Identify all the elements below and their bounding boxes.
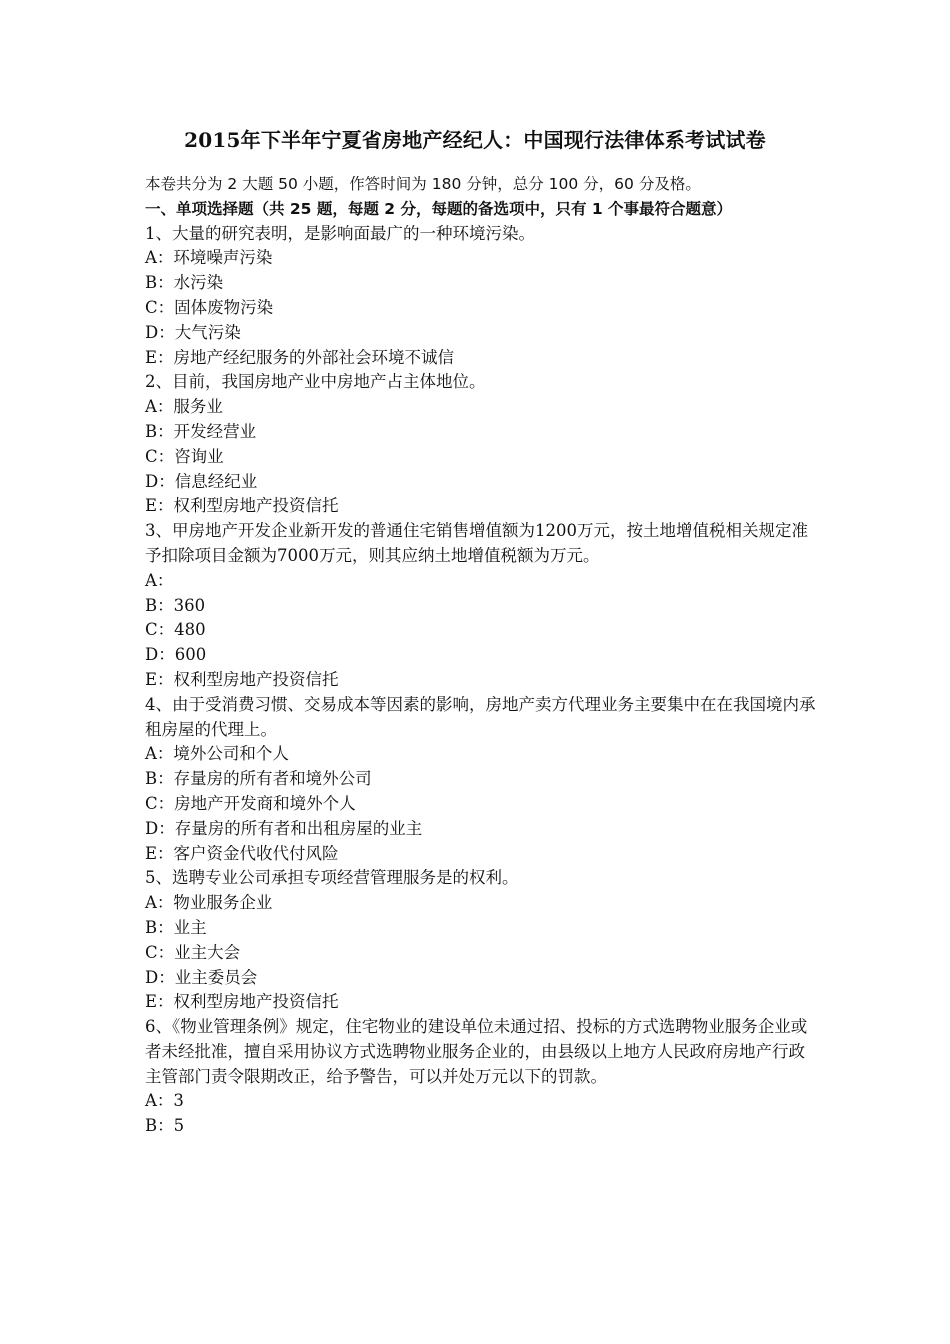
answer-option: D：存量房的所有者和出租房屋的业主: [145, 818, 423, 838]
question-item: [145, 693, 817, 867]
answer-option: B：存量房的所有者和境外公司: [145, 769, 372, 789]
answer-option: C：480: [145, 620, 206, 640]
question-list: [145, 222, 817, 1139]
answer-option: A：环境噪声污染: [145, 248, 273, 268]
answer-option: E：客户资金代收代付风险: [145, 843, 339, 863]
answer-option: A：服务业: [145, 397, 223, 417]
answer-option: E：权利型房地产投资信托: [145, 669, 339, 689]
answer-option: D：信息经纪业: [145, 471, 258, 491]
answer-option: B：水污染: [145, 273, 224, 293]
answer-option: E：权利型房地产投资信托: [145, 496, 339, 516]
answer-option: E：权利型房地产投资信托: [145, 992, 339, 1012]
answer-option: D：业主委员会: [145, 967, 258, 987]
question-stem: 5、选聘专业公司承担专项经营管理服务是的权利。: [145, 868, 519, 888]
question-stem: 4、由于受消费习惯、交易成本等因素的影响，房地产卖方代理业务主要集中在在我国境内承租房屋的代理上。: [145, 694, 816, 739]
document-title: 2015年下半年宁夏省房地产经纪人：中国现行法律体系考试试卷: [184, 128, 766, 152]
section-heading: 一、单项选择题（共 25 题，每题 2 分，每题的备选项中，只有 1 个事最符合题意）: [145, 199, 733, 218]
document-body: [145, 172, 817, 1139]
question-item: [145, 519, 817, 693]
answer-option: C：业主大会: [145, 942, 241, 962]
answer-option: A：物业服务企业: [145, 893, 273, 913]
question-item: [145, 222, 817, 371]
question-stem: 6、《物业管理条例》规定，住宅物业的建设单位未通过招、投标的方式选聘物业服务企业或者未经批准，擅自采用协议方式选聘物业服务企业的，由县级以上地方人民政府房地产行政主管部门责令限期改正，给予警告，可以并处万元以下的罚款。: [145, 1017, 808, 1086]
answer-option: B：360: [145, 595, 206, 615]
answer-option: E：房地产经纪服务的外部社会环境不诚信: [145, 347, 455, 367]
answer-option: C：房地产开发商和境外个人: [145, 793, 356, 813]
answer-option: B：业主: [145, 917, 207, 937]
answer-option: A：3: [145, 1091, 184, 1111]
question-stem: 1、大量的研究表明，是影响面最广的一种环境污染。: [145, 223, 535, 243]
answer-option: C：咨询业: [145, 446, 224, 466]
answer-option: B：开发经营业: [145, 421, 257, 441]
question-item: [145, 866, 817, 1015]
question-item: [145, 1015, 817, 1139]
answer-option: B：5: [145, 1116, 185, 1136]
answer-option: D：大气污染: [145, 322, 241, 342]
exam-intro: 本卷共分为 2 大题 50 小题，作答时间为 180 分钟，总分 100 分，60 分及格。: [145, 175, 701, 193]
question-stem: 2、目前，我国房地产业中房地产占主体地位。: [145, 372, 486, 392]
answer-option: A：: [145, 570, 174, 590]
answer-option: A：境外公司和个人: [145, 744, 289, 764]
answer-option: C：固体废物污染: [145, 297, 274, 317]
answer-option: D：600: [145, 645, 207, 665]
question-stem: 3、甲房地产开发企业新开发的普通住宅销售增值额为1200万元，按土地增值税相关规定准予扣除项目金额为7000万元，则其应纳土地增值税额为万元。: [145, 521, 808, 565]
question-item: [145, 370, 817, 519]
